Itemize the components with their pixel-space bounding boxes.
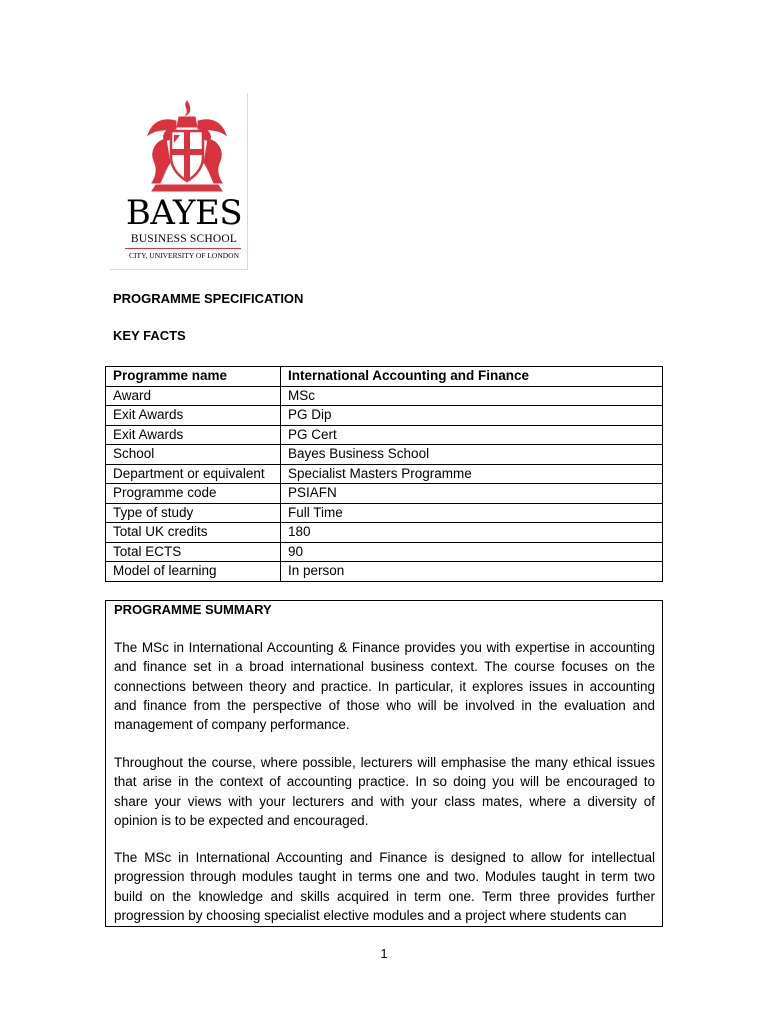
programme-summary-box	[105, 600, 663, 927]
logo-wordmark: BAYES	[125, 193, 243, 233]
school-logo	[110, 93, 248, 270]
table-row	[106, 484, 663, 504]
table-row	[106, 406, 663, 426]
table-cell: Programme name	[106, 367, 281, 387]
table-header-row	[106, 367, 663, 387]
summary-heading: PROGRAMME SUMMARY	[114, 602, 272, 617]
summary-paragraph: Throughout the course, where possible, lecturers will emphasise the many ethical issues that arise in the context of accounting practice. In so doing you will be encouraged to share your views with your lecturers and with your class mates, where a diversity of opinion is to be expected and encouraged.	[114, 755, 655, 828]
page-number: 1	[380, 946, 388, 961]
table-cell: Exit Awards	[106, 406, 281, 426]
table-cell: Full Time	[281, 503, 663, 523]
table-cell: PG Cert	[281, 425, 663, 445]
table-row	[106, 386, 663, 406]
table-cell: Type of study	[106, 503, 281, 523]
table-cell: 90	[281, 542, 663, 562]
summary-paragraph: The MSc in International Accounting and Finance is designed to allow for intellectual progression through modules taught in terms one and two. Modules taught in term two build on the knowledge and skills acquired in term one. Term three provides further progression by choosing specialist elective modules and a project where students can	[114, 850, 655, 923]
table-cell: 180	[281, 523, 663, 543]
logo-subtitle: BUSINESS SCHOOL	[130, 233, 238, 245]
document-title: PROGRAMME SPECIFICATION	[113, 291, 304, 306]
table-cell: School	[106, 445, 281, 465]
table-cell: Programme code	[106, 484, 281, 504]
logo-affiliation: CITY, UNIVERSITY OF LONDON	[129, 251, 239, 260]
table-cell: Total UK credits	[106, 523, 281, 543]
table-cell: Exit Awards	[106, 425, 281, 445]
table-cell: Total ECTS	[106, 542, 281, 562]
table-row	[106, 523, 663, 543]
table-cell: Model of learning	[106, 562, 281, 582]
summary-paragraph: The MSc in International Accounting & Finance provides you with expertise in accounting and finance set in a broad international business context. The course focuses on the connections between theory and practice. In particular, it explores issues in accounting and finance from the perspective of those who will be involved in the evaluation and management of company performance.	[114, 640, 655, 733]
table-cell: International Accounting and Finance	[281, 367, 663, 387]
table-cell: Bayes Business School	[281, 445, 663, 465]
table-row	[106, 503, 663, 523]
table-cell: MSc	[281, 386, 663, 406]
table-cell: Department or equivalent	[106, 464, 281, 484]
table-row	[106, 445, 663, 465]
table-row	[106, 562, 663, 582]
table-row	[106, 542, 663, 562]
table-cell: PG Dip	[281, 406, 663, 426]
table-row	[106, 425, 663, 445]
logo-divider	[125, 248, 241, 249]
table-cell: Specialist Masters Programme	[281, 464, 663, 484]
table-row	[106, 464, 663, 484]
key-facts-table	[105, 366, 663, 582]
table-cell: Award	[106, 386, 281, 406]
key-facts-heading: KEY FACTS	[113, 328, 186, 343]
table-cell: In person	[281, 562, 663, 582]
table-cell: PSIAFN	[281, 484, 663, 504]
coat-of-arms-icon	[142, 99, 232, 195]
